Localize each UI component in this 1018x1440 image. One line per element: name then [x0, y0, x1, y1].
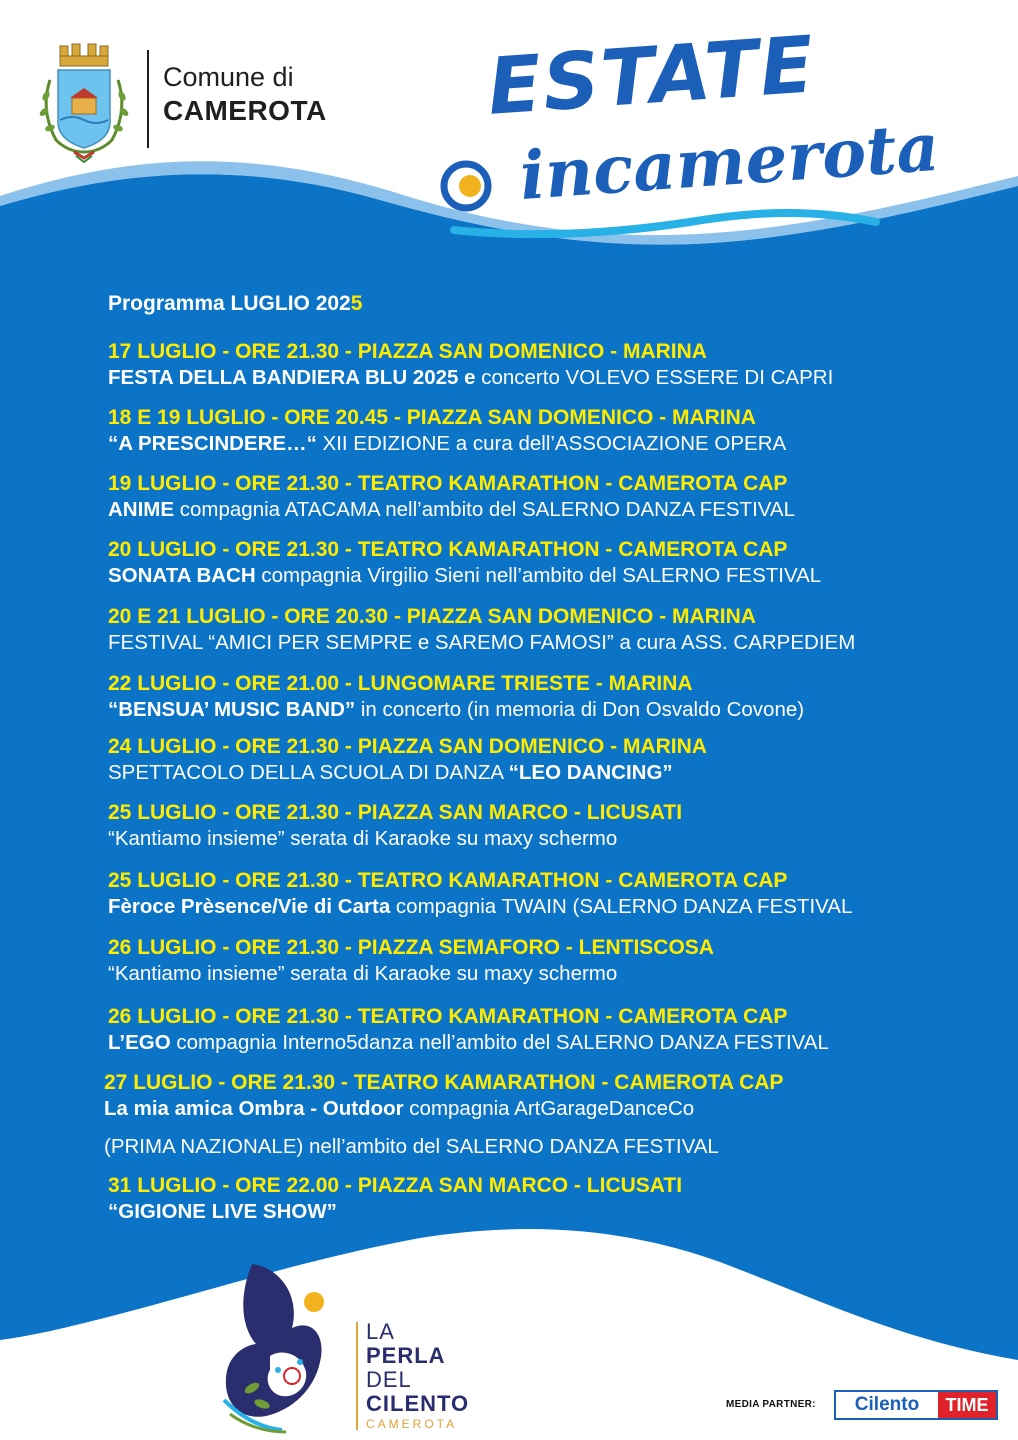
brand-wave-underline — [450, 200, 880, 240]
event-description — [108, 697, 804, 723]
event-description-segment: compagnia ArtGarageDanceCo — [403, 1097, 695, 1120]
event-description-segment: compagnia TWAIN (SALERNO DANZA FESTIVAL — [390, 895, 853, 918]
event-date-place: 18 E 19 LUGLIO - ORE 20.45 - PIAZZA SAN DOMENICO - MARINA — [108, 406, 756, 429]
event-date-place: 20 E 21 LUGLIO - ORE 20.30 - PIAZZA SAN DOMENICO - MARINA — [108, 605, 756, 628]
event-item — [108, 868, 852, 920]
event-date-place: 26 LUGLIO - ORE 21.30 - TEATRO KAMARATHON - CAMEROTA CAP — [108, 1005, 788, 1028]
header-divider — [147, 50, 149, 148]
event-item — [108, 800, 682, 852]
cilento-time-logo — [834, 1390, 998, 1420]
event-description — [108, 1030, 829, 1056]
event-date-place: 20 LUGLIO - ORE 21.30 - TEATRO KAMARATHON - CAMEROTA CAP — [108, 538, 788, 561]
event-description-segment: SONATA BACH — [108, 564, 256, 587]
event-item — [108, 734, 707, 786]
event-description — [108, 497, 795, 523]
event-description — [104, 1096, 783, 1122]
comune-name — [163, 60, 327, 128]
event-description-segment: ANIME — [108, 498, 175, 521]
brand-estate-text: ESTATE — [484, 20, 819, 133]
event-date-place: 19 LUGLIO - ORE 21.30 - TEATRO KAMARATHON - CAMEROTA CAP — [108, 472, 788, 495]
event-description-segment: Fèroce Prèsence/Vie di Carta — [108, 895, 391, 918]
media-partner-label: MEDIA PARTNER: — [726, 1399, 816, 1410]
comune-line2: CAMEROTA — [163, 95, 327, 126]
perla-word-del: DEL — [366, 1367, 412, 1392]
la-perla-del-cilento-logo — [366, 1320, 469, 1432]
event-description-segment: L’EGO — [108, 1031, 171, 1054]
event-item — [108, 405, 786, 457]
event-item — [108, 471, 795, 523]
event-description-segment: “BENSUA’ MUSIC BAND” — [108, 698, 356, 721]
event-description — [108, 563, 821, 589]
event-description-segment: FESTA DELLA BANDIERA BLU 2025 e — [108, 366, 476, 389]
perla-word-cilento: CILENTO — [366, 1391, 470, 1416]
event-item — [108, 671, 804, 723]
perla-divider — [356, 1322, 358, 1430]
event-description-segment: FESTIVAL “AMICI PER SEMPRE e SAREMO FAMOSI” a cura ASS. CARPEDIEM — [108, 631, 856, 654]
event-date-place: 31 LUGLIO - ORE 22.00 - PIAZZA SAN MARCO - LICUSATI — [108, 1174, 683, 1197]
event-description — [108, 760, 707, 786]
perla-sub-camerota: CAMEROTA — [366, 1417, 458, 1431]
event-description-segment: compagnia ATACAMA nell’ambito del SALERNO DANZA FESTIVAL — [174, 498, 795, 521]
event-date-place: 25 LUGLIO - ORE 21.30 - TEATRO KAMARATHON - CAMEROTA CAP — [108, 869, 788, 892]
event-description — [108, 431, 786, 457]
event-date-place: 27 LUGLIO - ORE 21.30 - TEATRO KAMARATHON - CAMEROTA CAP — [104, 1071, 784, 1094]
event-description-segment: (PRIMA NAZIONALE) nell’ambito del SALERNO DANZA FESTIVAL — [104, 1135, 719, 1158]
event-description — [108, 894, 852, 920]
event-item — [108, 537, 821, 589]
event-description-segment: “GIGIONE LIVE SHOW” — [108, 1200, 337, 1223]
event-description — [108, 365, 833, 391]
event-date-place: 17 LUGLIO - ORE 21.30 - PIAZZA SAN DOMENICO - MARINA — [108, 340, 707, 363]
event-item — [108, 1173, 682, 1225]
event-description — [104, 1134, 783, 1160]
event-item — [108, 935, 714, 987]
event-date-place: 24 LUGLIO - ORE 21.30 - PIAZZA SAN DOMENICO - MARINA — [108, 735, 707, 758]
camerota-crest-icon — [36, 40, 132, 164]
event-item — [108, 339, 833, 391]
event-item — [108, 604, 855, 656]
event-description-segment: “Kantiamo insieme” serata di Karaoke su maxy schermo — [108, 827, 618, 850]
event-description-segment: SPETTACOLO DELLA SCUOLA DI DANZA — [108, 761, 509, 784]
event-description-segment: in concerto (in memoria di Don Osvaldo Covone) — [355, 698, 805, 721]
event-description-segment: “A PRESCINDERE…“ — [108, 432, 317, 455]
event-item — [104, 1070, 783, 1160]
event-description — [108, 826, 682, 852]
event-date-place: 22 LUGLIO - ORE 21.00 - LUNGOMARE TRIESTE - MARINA — [108, 672, 693, 695]
perla-word-perla: PERLA — [366, 1343, 446, 1368]
event-description-segment: compagnia Interno5danza nell’ambito del SALERNO DANZA FESTIVAL — [170, 1031, 829, 1054]
la-perla-del-cilento-mark-icon — [222, 1258, 334, 1434]
event-description-segment: concerto VOLEVO ESSERE DI CAPRI — [475, 366, 834, 389]
event-description — [108, 1199, 682, 1225]
perla-word-la: LA — [366, 1319, 395, 1344]
event-item — [108, 1004, 829, 1056]
event-description — [108, 961, 714, 987]
event-description-segment: “Kantiamo insieme” serata di Karaoke su maxy schermo — [108, 962, 618, 985]
program-title: Programma LUGLIO 2025 — [108, 292, 363, 315]
brand-incamerota-text: incamerota — [517, 107, 942, 215]
event-date-place: 25 LUGLIO - ORE 21.30 - PIAZZA SAN MARCO - LICUSATI — [108, 801, 683, 824]
cilento-time-word-1: Cilento — [836, 1392, 938, 1418]
event-description — [108, 630, 855, 656]
event-description-segment: XII EDIZIONE a cura dell’ASSOCIAZIONE OPERA — [316, 432, 787, 455]
event-date-place: 26 LUGLIO - ORE 21.30 - PIAZZA SEMAFORO - LENTISCOSA — [108, 936, 714, 959]
comune-line1: Comune di — [163, 62, 294, 92]
event-description-segment: “LEO DANCING” — [508, 761, 673, 784]
cilento-time-word-2: TIME — [938, 1392, 996, 1418]
event-description-segment: La mia amica Ombra - Outdoor — [104, 1097, 404, 1120]
event-description-segment: compagnia Virgilio Sieni nell’ambito del SALERNO FESTIVAL — [255, 564, 822, 587]
estate-incamerota-logo — [430, 20, 942, 240]
